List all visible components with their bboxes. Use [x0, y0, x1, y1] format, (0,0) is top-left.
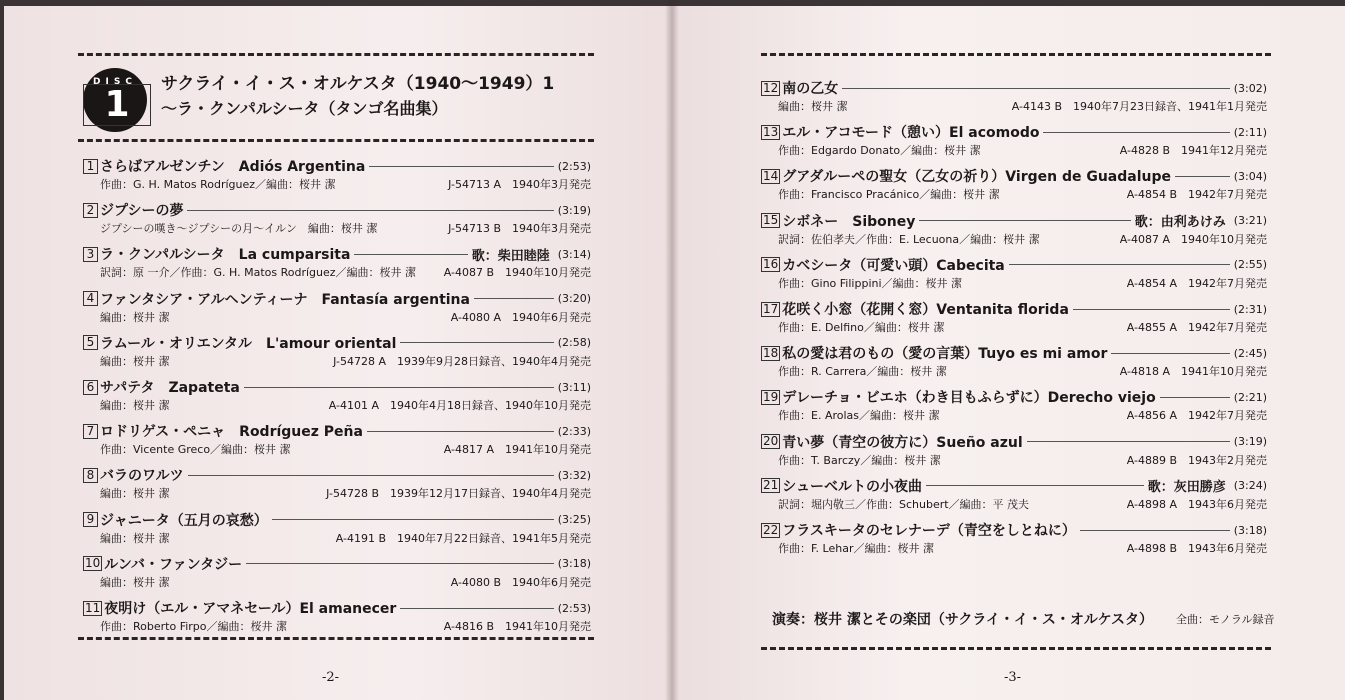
track-item: [83, 333, 591, 373]
track-catalog: A-4087 B 1940年10月発売: [443, 266, 591, 280]
track-detail-line: [83, 530, 591, 546]
track-number: 21: [763, 478, 779, 493]
track-title-line: [761, 387, 1267, 407]
track-credit: 訳詞：堀内敬三／作曲：Schubert／編曲：平 茂夫: [778, 497, 1030, 511]
track-title-line: [761, 432, 1267, 452]
leader-line: [354, 254, 467, 255]
track-title-line: [761, 476, 1267, 496]
track-duration: (2:53): [557, 159, 591, 173]
track-detail-line: [761, 496, 1267, 512]
track-item: [761, 432, 1267, 472]
right-page: [671, 6, 1345, 700]
track-catalog: A-4817 A 1941年10月発売: [443, 443, 591, 457]
leader-line: [1027, 441, 1230, 442]
track-duration: (3:24): [1233, 479, 1267, 493]
track-singer: 歌：由利あけみ: [1134, 215, 1226, 231]
track-catalog: A-4080 B 1940年6月発売: [450, 575, 591, 589]
track-title-line: [83, 244, 591, 264]
track-item: [761, 166, 1267, 206]
track-duration: (2:58): [557, 336, 591, 350]
track-number: 17: [763, 301, 779, 316]
leader-line: [187, 210, 553, 211]
track-title: 夜明け（エル・アマネセール）El amanecer: [104, 601, 397, 617]
track-item: [83, 554, 591, 594]
track-credit: 作曲：E. Arolas／編曲：桜井 潔: [778, 409, 940, 423]
track-item: [761, 299, 1267, 339]
track-number: 3: [83, 247, 98, 262]
track-credit: 作曲：Gino Filippini／編曲：桜井 潔: [778, 276, 963, 290]
track-title-line: [761, 255, 1267, 275]
track-catalog: A-4087 A 1940年10月発売: [1119, 232, 1267, 246]
track-detail-line: [761, 540, 1267, 556]
track-credit: 作曲：T. Barczy／編曲：桜井 潔: [778, 453, 941, 467]
track-detail-line: [83, 220, 591, 236]
track-credit: 作曲：F. Lehar／編曲：桜井 潔: [778, 542, 934, 555]
track-detail-line: [83, 397, 591, 413]
track-duration: (3:11): [557, 380, 591, 394]
track-number: 14: [763, 168, 779, 183]
leader-line: [919, 220, 1130, 221]
track-catalog: A-4828 B 1941年12月発売: [1119, 144, 1267, 158]
track-title: さらばアルゼンチン Adiós Argentina: [100, 159, 366, 175]
track-duration: (3:02): [1233, 81, 1267, 95]
disc-number: 1: [83, 84, 151, 126]
track-title: ロドリゲス・ペニャ Rodríguez Peña: [100, 424, 363, 441]
track-credit: 作曲：Vicente Greco／編曲：桜井 潔: [100, 443, 291, 457]
track-item: [83, 598, 591, 638]
track-detail-line: [761, 142, 1267, 158]
track-duration: (3:20): [557, 292, 591, 306]
track-number: 9: [83, 512, 98, 527]
track-catalog: A-4101 A 1940年4月18日録音、1940年10月発売: [328, 399, 591, 412]
track-number: 12: [763, 80, 779, 95]
track-title: シボネー Siboney: [782, 213, 916, 230]
track-credit: 作曲：G. H. Matos Rodríguez／編曲：桜井 潔: [100, 178, 336, 191]
track-detail-line: [83, 264, 591, 280]
track-duration: (3:19): [557, 203, 591, 217]
track-title: エル・アコモード（憩い）El acomodo: [782, 125, 1040, 142]
leader-line: [1043, 132, 1229, 133]
track-catalog: J-54728 A 1939年9月28日録音、1940年4月発売: [333, 354, 591, 368]
track-duration: (2:11): [1233, 125, 1267, 139]
track-item: [761, 520, 1267, 560]
track-title-line: [761, 78, 1267, 98]
track-duration: (2:55): [1233, 258, 1267, 272]
track-item: [761, 255, 1267, 295]
track-title: フラスキータのセレナーデ（青空をしとねに）: [782, 523, 1076, 539]
performer-credit: 演奏：桜井 潔とその楽団（サクライ・イ・ス・オルケスタ）: [772, 612, 1154, 628]
track-title-line: [761, 299, 1267, 319]
track-title-line: [761, 520, 1267, 540]
track-catalog: A-4143 B 1940年7月23日録音、1941年1月発売: [1011, 100, 1267, 113]
book-gutter: [665, 0, 679, 700]
track-number: 20: [763, 434, 779, 449]
track-number: 22: [763, 522, 779, 537]
track-credit: 作曲：Francisco Pracánico／編曲：桜井 潔: [778, 188, 1000, 202]
album-title: サクライ・イ・ス・オルケスタ（1940〜1949）1: [161, 74, 555, 94]
track-duration: (3:18): [557, 557, 591, 571]
track-title-line: [83, 598, 591, 618]
track-catalog: A-4898 A 1943年6月発売: [1126, 497, 1267, 511]
track-detail-line: [83, 441, 591, 457]
track-duration: (3:14): [557, 247, 591, 261]
track-credit: 訳詞：原 一介／作曲：G. H. Matos Rodríguez／編曲：桜井 潔: [100, 266, 417, 280]
track-duration: (3:21): [1233, 214, 1267, 228]
track-number: 15: [763, 213, 779, 228]
leader-line: [400, 342, 553, 343]
top-divider-right: [761, 53, 1271, 56]
track-number: 8: [83, 468, 98, 483]
track-singer: 歌：柴田睦陸: [471, 248, 550, 264]
track-number: 10: [85, 556, 101, 571]
track-catalog: J-54713 B 1940年3月発売: [448, 222, 591, 236]
track-item: [83, 465, 591, 505]
track-title-line: [83, 421, 591, 441]
track-detail-line: [83, 176, 591, 192]
track-title: ラムール・オリエンタル L'amour oriental: [100, 335, 397, 352]
track-credit: 編曲：桜井 潔: [100, 354, 170, 368]
track-duration: (3:25): [557, 513, 591, 527]
recording-note: 全曲：モノラル録音: [1176, 613, 1275, 626]
track-number: 13: [763, 124, 779, 139]
track-detail-line: [761, 186, 1267, 202]
leader-line: [842, 88, 1229, 89]
track-title-line: [83, 156, 591, 176]
track-title-line: [83, 554, 591, 574]
track-title: ラ・クンパルシータ La cumparsita: [100, 247, 351, 264]
leader-line: [926, 485, 1144, 486]
track-title: 花咲く小窓（花開く窓）Ventanita florida: [782, 302, 1069, 318]
leader-line: [1080, 530, 1230, 531]
track-title: 私の愛は君のもの（愛の言葉）Tuyo es mi amor: [782, 346, 1108, 363]
track-detail-line: [83, 353, 591, 369]
track-item: [83, 289, 591, 329]
track-catalog: A-4854 B 1942年7月発売: [1126, 188, 1267, 202]
leader-line: [1073, 309, 1230, 310]
track-title: グアダルーペの聖女（乙女の祈り）Virgen de Guadalupe: [782, 169, 1171, 186]
track-detail-line: [761, 231, 1267, 247]
track-credit: 編曲：桜井 潔: [778, 100, 848, 113]
album-subtitle: 〜ラ・クンパルシータ（タンゴ名曲集）: [161, 99, 448, 118]
track-title-line: [761, 211, 1267, 231]
top-divider: [78, 53, 594, 56]
track-detail-line: [761, 275, 1267, 291]
track-credit: 作曲：E. Delfino／編曲：桜井 潔: [778, 321, 945, 334]
leader-line: [369, 166, 553, 167]
track-credit: 編曲：桜井 潔: [100, 575, 170, 589]
leader-line: [272, 519, 554, 520]
leader-line: [244, 387, 554, 388]
track-detail-line: [761, 319, 1267, 335]
leader-line: [367, 431, 554, 432]
track-duration: (3:19): [1233, 435, 1267, 449]
disc-label: DISC: [93, 77, 137, 87]
track-duration: (2:45): [1233, 346, 1267, 360]
track-number: 2: [83, 203, 98, 218]
track-title: ルンバ・ファンタジー: [104, 556, 243, 573]
track-item: [761, 122, 1267, 162]
track-number: 16: [763, 257, 779, 272]
track-credit: 作曲：Edgardo Donato／編曲：桜井 潔: [778, 144, 981, 158]
track-catalog: J-54728 B 1939年12月17日録音、1940年4月発売: [326, 487, 591, 501]
track-number: 19: [763, 389, 779, 404]
bottom-divider-right: [761, 647, 1271, 650]
track-credit: 作曲：Roberto Firpo／編曲：桜井 潔: [100, 620, 288, 633]
track-number: 18: [763, 345, 779, 360]
track-credit: 訳詞：佐伯孝夫／作曲：E. Lecuona／編曲：桜井 潔: [778, 232, 1040, 246]
leader-line: [474, 298, 554, 299]
header-divider: [78, 139, 594, 142]
track-credit: 編曲：桜井 潔: [100, 531, 170, 545]
track-detail-line: [761, 407, 1267, 423]
track-title: ジプシーの夢: [100, 203, 184, 220]
disc-badge: [83, 68, 147, 132]
track-title: サパテタ Zapateta: [100, 380, 240, 396]
track-title-line: [761, 122, 1267, 142]
track-duration: (2:33): [557, 424, 591, 438]
track-catalog: A-4889 B 1943年2月発売: [1126, 453, 1267, 467]
track-title-line: [761, 166, 1267, 186]
track-title-line: [83, 333, 591, 353]
track-detail-line: [83, 485, 591, 501]
track-title: デレーチョ・ビエホ（わき目もふらずに）Derecho viejo: [782, 390, 1156, 407]
track-detail-line: [761, 363, 1267, 379]
left-page: [4, 6, 671, 700]
track-credit: 編曲：桜井 潔: [100, 310, 170, 324]
leader-line: [246, 563, 554, 564]
track-title-line: [761, 343, 1267, 363]
track-item: [83, 421, 591, 461]
track-item: [761, 387, 1267, 427]
track-catalog: A-4854 A 1942年7月発売: [1126, 276, 1267, 290]
track-title: ファンタシア・アルヘンティーナ Fantasía argentina: [100, 291, 470, 308]
track-duration: (3:18): [1233, 523, 1267, 537]
track-credit: 作曲：R. Carrera／編曲：桜井 潔: [778, 365, 947, 379]
track-detail-line: [83, 309, 591, 325]
track-number: 6: [83, 380, 98, 395]
track-catalog: A-4191 B 1940年7月22日録音、1941年5月発売: [335, 531, 591, 545]
track-number: 11: [85, 600, 101, 615]
track-number: 7: [83, 424, 98, 439]
track-item: [83, 244, 591, 284]
track-credit: 編曲：桜井 潔: [100, 399, 170, 412]
track-title-line: [83, 289, 591, 309]
page-number-right: -3-: [1004, 670, 1022, 685]
track-catalog: A-4898 B 1943年6月発売: [1126, 542, 1267, 555]
leader-line: [400, 608, 553, 609]
track-item: [83, 377, 591, 417]
leader-line: [1111, 353, 1229, 354]
track-duration: (2:53): [557, 601, 591, 615]
leader-line: [1009, 264, 1230, 265]
track-number: 4: [83, 291, 98, 306]
leader-line: [1160, 397, 1230, 398]
track-title: バラのワルツ: [100, 468, 184, 485]
track-title-line: [83, 510, 591, 530]
track-duration: (3:32): [557, 468, 591, 482]
track-title-line: [83, 377, 591, 397]
track-title-line: [83, 200, 591, 220]
track-title: シューベルトの小夜曲: [782, 478, 923, 495]
bottom-divider: [78, 637, 594, 640]
track-title: 青い夢（青空の彼方に）Sueño azul: [782, 434, 1023, 451]
track-detail-line: [761, 98, 1267, 114]
track-duration: (2:21): [1233, 390, 1267, 404]
track-duration: (2:31): [1233, 302, 1267, 316]
track-credit: ジプシーの嘆き〜ジプシーの月〜イルン 編曲：桜井 潔: [100, 222, 378, 236]
track-title: カベシータ（可愛い頭）Cabecita: [782, 257, 1005, 274]
track-item: [761, 211, 1267, 251]
track-catalog: A-4816 B 1941年10月発売: [443, 620, 591, 633]
track-item: [83, 510, 591, 550]
track-number: 1: [83, 159, 98, 174]
track-detail-line: [761, 452, 1267, 468]
track-title: ジャニータ（五月の哀愁）: [100, 512, 268, 529]
track-item: [83, 200, 591, 240]
page-number-left: -2-: [322, 670, 340, 685]
track-item: [761, 343, 1267, 383]
track-singer: 歌：灰田勝彦: [1147, 480, 1226, 496]
track-item: [761, 78, 1267, 118]
leader-line: [1175, 176, 1230, 177]
track-credit: 編曲：桜井 潔: [100, 487, 170, 501]
track-detail-line: [83, 618, 591, 634]
track-catalog: A-4855 A 1942年7月発売: [1126, 321, 1267, 334]
track-item: [83, 156, 591, 196]
track-duration: (3:04): [1233, 169, 1267, 183]
leader-line: [188, 475, 554, 476]
track-detail-line: [83, 574, 591, 590]
track-title-line: [83, 465, 591, 485]
track-catalog: A-4856 A 1942年7月発売: [1126, 409, 1267, 423]
track-catalog: A-4080 A 1940年6月発売: [450, 310, 591, 324]
track-number: 5: [83, 335, 98, 350]
track-catalog: A-4818 A 1941年10月発売: [1119, 365, 1267, 379]
track-item: [761, 476, 1267, 516]
track-title: 南の乙女: [782, 81, 839, 97]
track-catalog: J-54713 A 1940年3月発売: [448, 178, 591, 191]
